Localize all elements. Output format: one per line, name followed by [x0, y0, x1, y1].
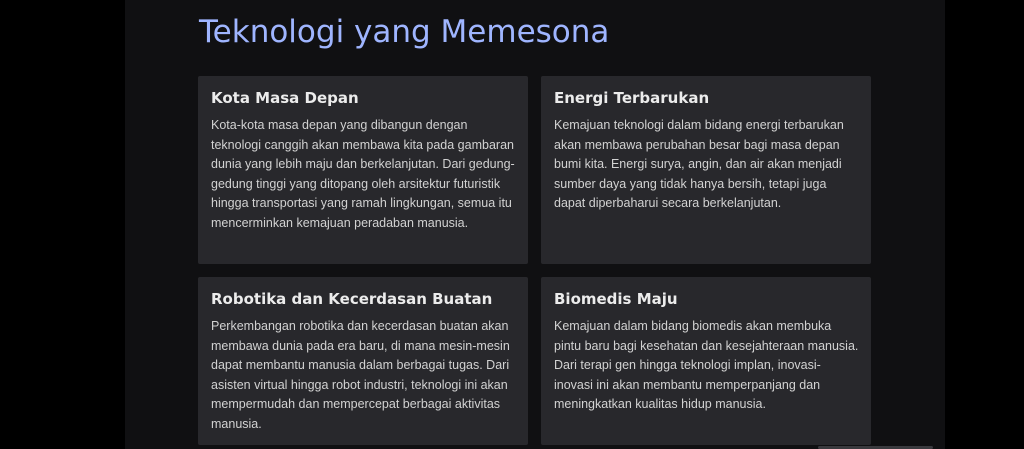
- card-title: Robotika dan Kecerdasan Buatan: [211, 290, 493, 308]
- card-title: Kota Masa Depan: [211, 89, 359, 107]
- card-description: Kota-kota masa depan yang dibangun dengan teknologi canggih akan membawa kita pada gambaran dunia yang lebih maju dan berkelanjutan. Dari gedung-gedung tinggi yang ditopang oleh arsitektur futuristik hingga transportasi yang ramah lingkungan, semua itu mencerminkan kemajuan peradaban manusia.: [211, 118, 515, 230]
- card-description: Perkembangan robotika dan kecerdasan buatan akan membawa dunia pada era baru, di mana mesin-mesin dapat membantu manusia dalam berbagai tugas. Dari asisten virtual hingga robot industri, teknologi ini akan mempermudah dan mempercepat berbagai aktivitas manusia.: [211, 319, 510, 431]
- card-description: Kemajuan dalam bidang biomedis akan membuka pintu baru bagi kesehatan dan kesejahteraan manusia. Dari terapi gen hingga teknologi implan, inovasi-inovasi ini akan membantu memperpanjang dan meningkatkan kualitas hidup manusia.: [554, 319, 859, 412]
- card-title: Biomedis Maju: [554, 290, 678, 308]
- card-description: Kemajuan teknologi dalam bidang energi terbarukan akan membawa perubahan besar bagi masa depan bumi kita. Energi surya, angin, dan air akan menjadi sumber daya yang tidak hanya bersih, tetapi juga dapat diperbaharui secara berkelanjutan.: [554, 118, 844, 211]
- card-kota-masa-depan: [198, 76, 528, 264]
- card-title: Energi Terbarukan: [554, 89, 710, 107]
- card-robotika-dan-kecerdasan-buatan: [198, 277, 528, 445]
- section-title: Teknologi yang Memesona: [199, 14, 610, 50]
- card-biomedis-maju: [541, 277, 871, 445]
- card-energi-terbarukan: [541, 76, 871, 264]
